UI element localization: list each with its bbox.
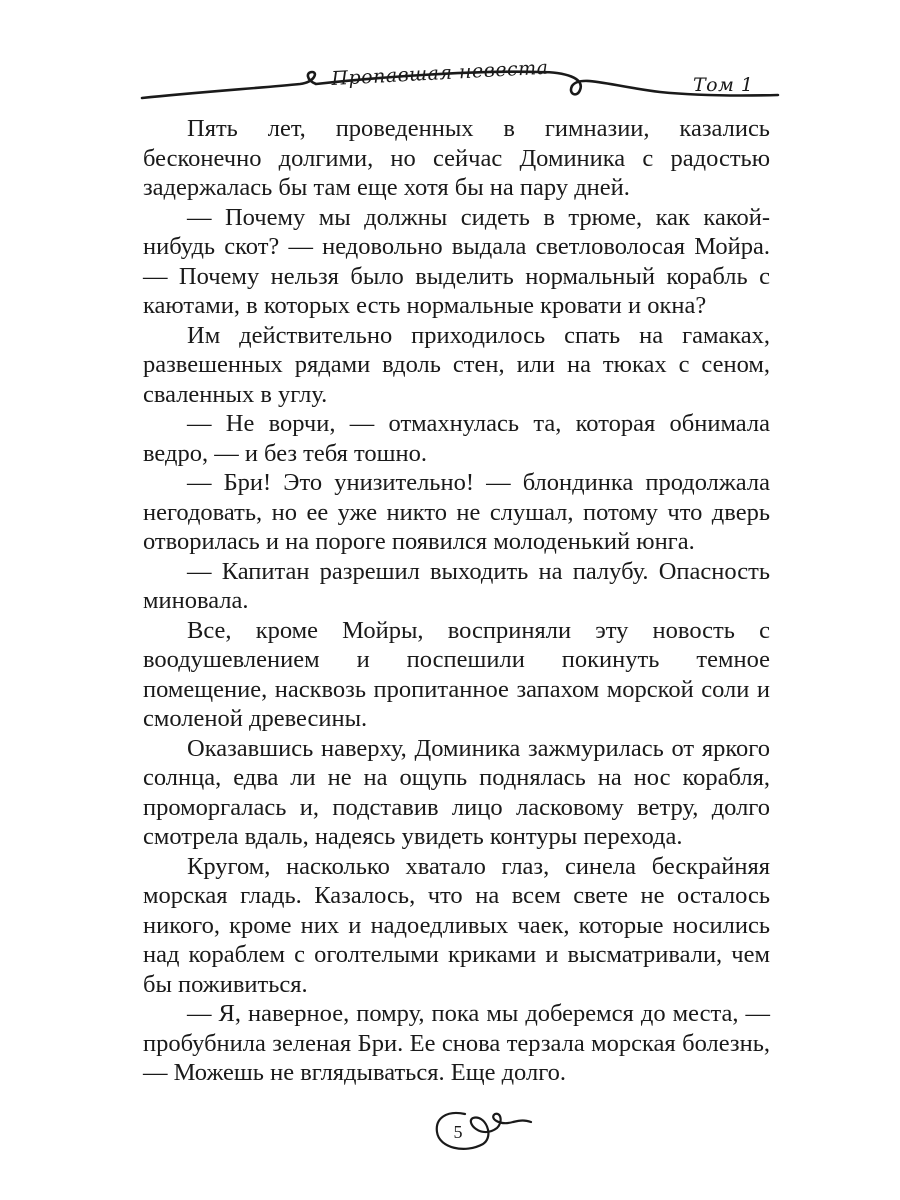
book-title: Пропавшая невеста: [330, 56, 549, 90]
page-number: 5: [453, 1122, 463, 1142]
page-text: [143, 114, 770, 1088]
paragraph: Оказавшись наверху, Доминика зажмурилась от яркого солнца, едва ли не на ощупь поднялась на нос корабля, проморгалась и, подставив лицо ласковому ветру, долго смотрела вдаль, надеясь увидеть контуры перехода.: [143, 734, 770, 850]
paragraph: Им действительно приходилось спать на гамаках, развешенных рядами вдоль стен, или на тюках с сеном, сваленных в углу.: [143, 321, 770, 408]
paragraph: — Я, наверное, помру, пока мы доберемся до места, — пробубнила зеленая Бри. Ее снова терзала морская болезнь, — Можешь не вглядываться. Еще долго.: [143, 1000, 770, 1086]
paragraph: Пять лет, проведенных в гимназии, казались бесконечно долгими, но сейчас Доминика с радостью задержалась бы там еще хотя бы на пару дней.: [143, 115, 770, 201]
page-number-ornament: [425, 1100, 535, 1160]
paragraph: — Почему мы должны сидеть в трюме, как какой-нибудь скот? — недовольно выдала светловолосая Мойра. — Почему нельзя было выделить нормальный корабль с каютами, в которых есть нормальные кровати и окна?: [143, 203, 770, 319]
paragraph: Все, кроме Мойры, восприняли эту новость с воодушевлением и поспешили покинуть темное помещение, насквозь пропитанное запахом морской соли и смоленой древесины.: [143, 616, 770, 732]
paragraph: Кругом, насколько хватало глаз, синела бескрайняя морская гладь. Казалось, что на всем свете не осталось никого, кроме них и надоедливых чаек, которые носились над кораблем с оголтелыми криками и высматривали, чем бы поживиться.: [143, 852, 770, 998]
paragraph: — Бри! Это унизительно! — блондинка продолжала негодовать, но ее уже никто не слушал, потому что дверь отворилась и на пороге появился молоденький юнга.: [143, 469, 770, 555]
paragraph: — Капитан разрешил выходить на палубу. Опасность миновала.: [143, 557, 770, 614]
paragraph: — Не ворчи, — отмахнулась та, которая обнимала ведро, — и без тебя тошно.: [143, 410, 770, 467]
volume-label: Том 1: [693, 74, 754, 96]
running-header: [140, 56, 780, 110]
